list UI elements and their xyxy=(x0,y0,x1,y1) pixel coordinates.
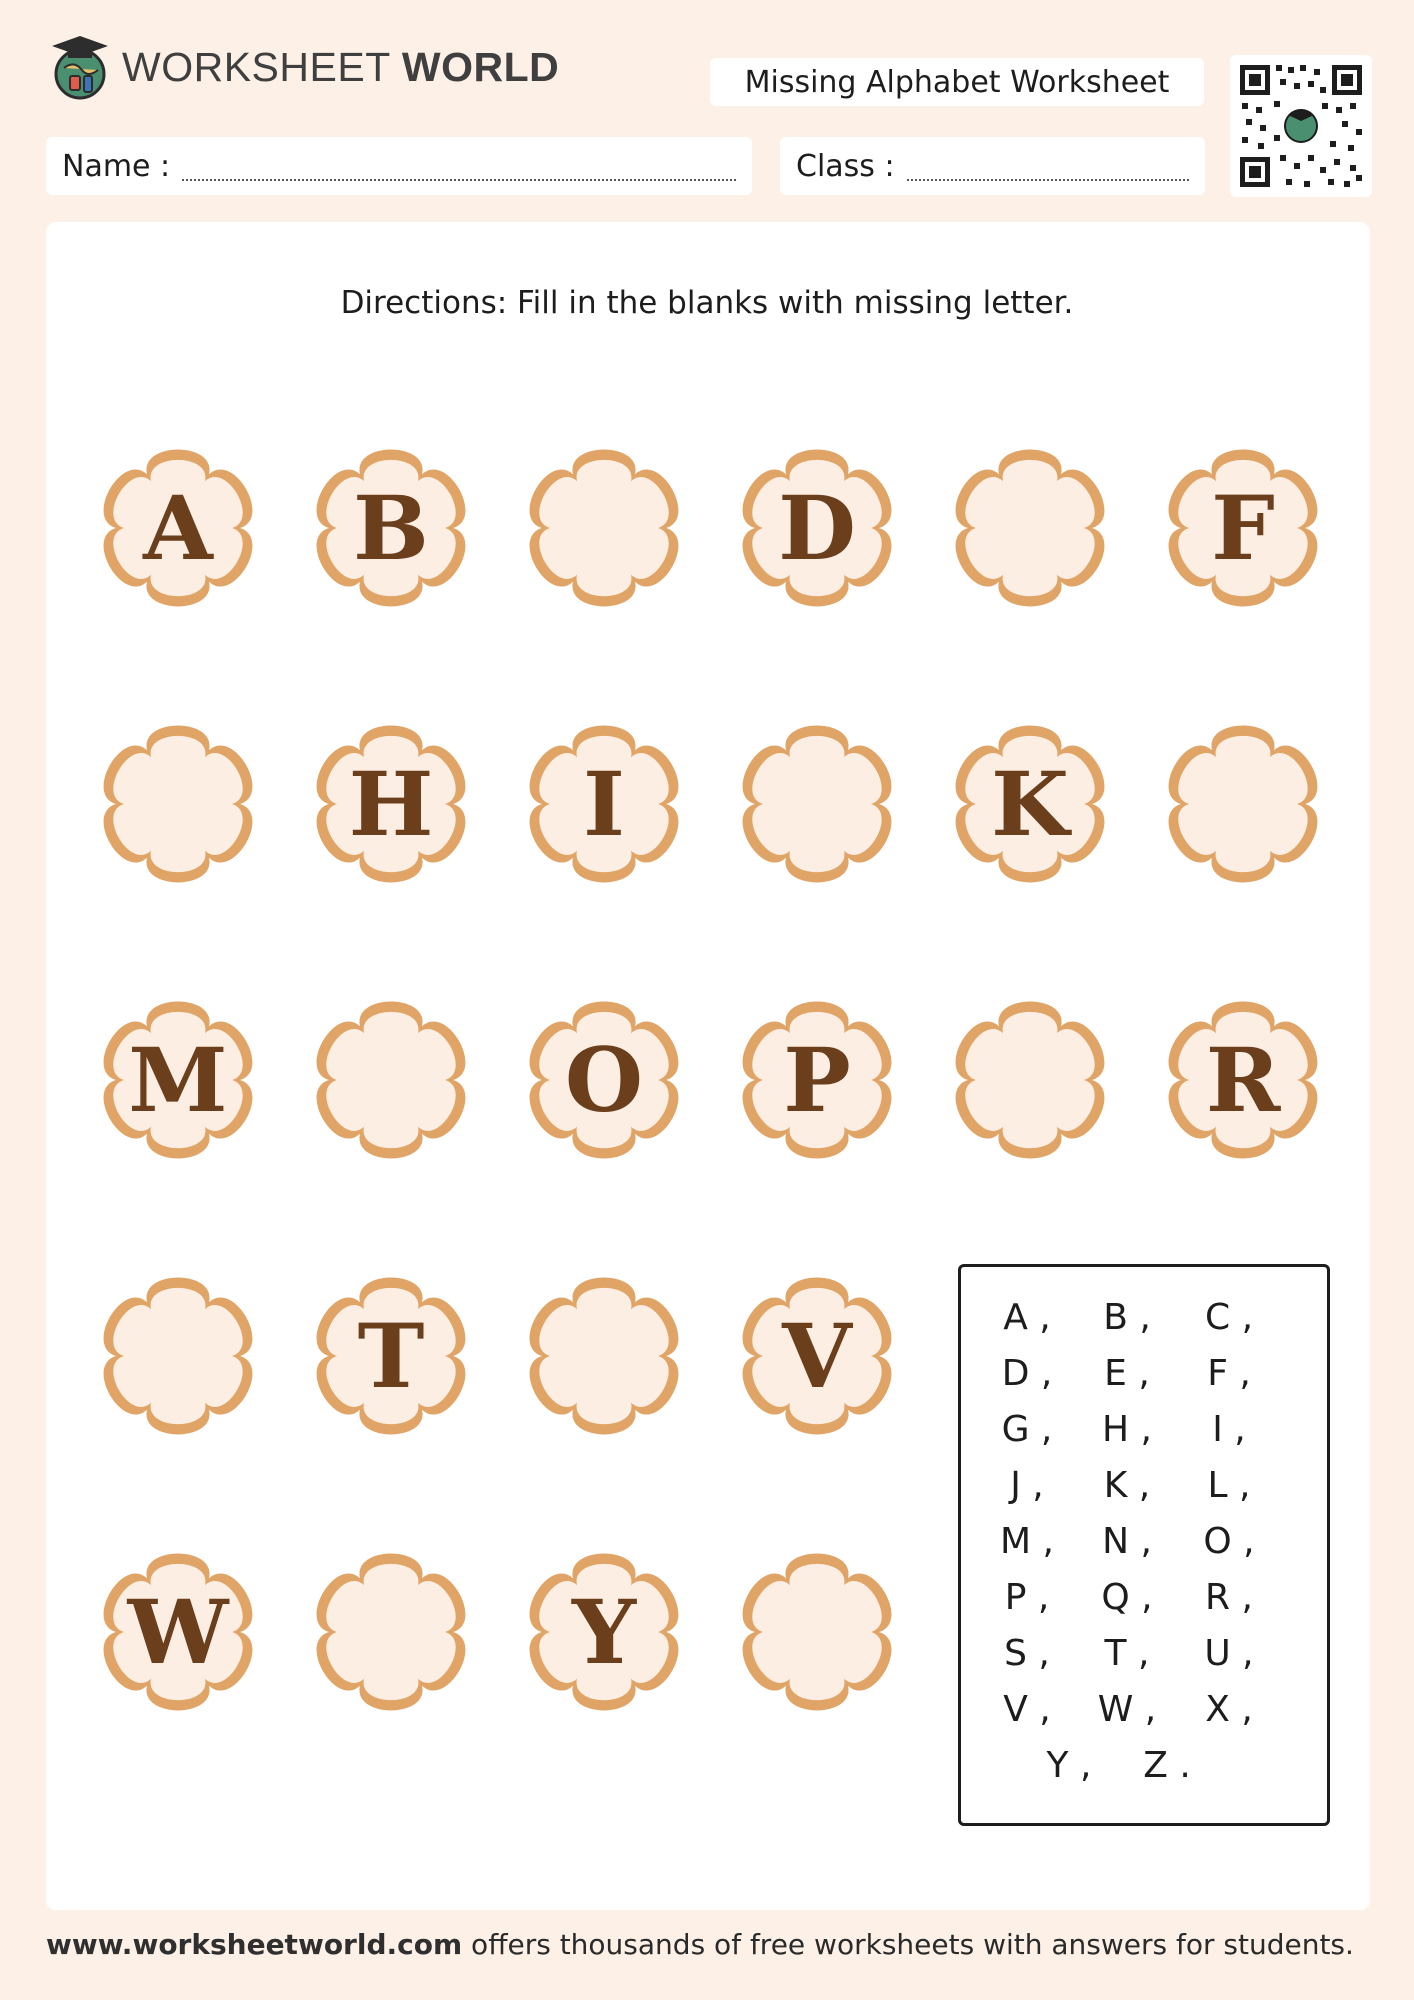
alphabet-item: M , xyxy=(1000,1521,1054,1562)
flower-letter-text xyxy=(299,982,483,1178)
flower-letter-text: P xyxy=(783,1028,851,1132)
flower-letter-text: A xyxy=(143,476,213,580)
alphabet-item: J , xyxy=(1010,1465,1044,1506)
alphabet-row xyxy=(961,1745,1327,1801)
alphabet-row xyxy=(961,1521,1327,1577)
flower-letter-text: M xyxy=(128,1028,228,1132)
alphabet-item: U , xyxy=(1204,1633,1254,1674)
alphabet-item: A , xyxy=(1003,1297,1051,1338)
alphabet-item: R , xyxy=(1205,1577,1253,1618)
footer-tagline: offers thousands of free worksheets with answers for students. xyxy=(462,1928,1354,1961)
flower-letter-text: K xyxy=(990,752,1069,856)
alphabet-item: T , xyxy=(1104,1633,1150,1674)
flower-letter-text xyxy=(1151,706,1335,902)
alphabet-row xyxy=(961,1689,1327,1745)
footer-site: www.worksheetworld.com xyxy=(46,1928,463,1961)
alphabet-item: D , xyxy=(1001,1353,1053,1394)
flower-letter-text: I xyxy=(582,752,625,856)
flower-letter-p xyxy=(727,982,907,1178)
flower-letter-text xyxy=(512,1258,696,1454)
footer-text xyxy=(46,1928,1354,1961)
name-blank-line xyxy=(182,179,736,181)
alphabet-item: Q , xyxy=(1101,1577,1153,1618)
alphabet-item: P , xyxy=(1004,1577,1050,1618)
flower-letter-text xyxy=(299,1534,483,1730)
flower-blank[interactable] xyxy=(1153,706,1333,902)
flower-letter-text: H xyxy=(348,752,434,856)
flower-letter-a xyxy=(88,430,268,626)
alphabet-item: B , xyxy=(1103,1297,1151,1338)
alphabet-item: I , xyxy=(1212,1409,1246,1450)
alphabet-row xyxy=(961,1465,1327,1521)
flower-letter-m xyxy=(88,982,268,1178)
directions-text: Directions: Fill in the blanks with missing letter. xyxy=(340,285,1074,321)
flower-letter-text xyxy=(725,1534,909,1730)
flower-letter-text: B xyxy=(353,476,429,580)
alphabet-item: K , xyxy=(1103,1465,1151,1506)
flower-blank[interactable] xyxy=(88,706,268,902)
flower-blank[interactable] xyxy=(88,1258,268,1454)
alphabet-row xyxy=(961,1297,1327,1353)
class-label: Class : xyxy=(796,148,895,184)
class-field[interactable] xyxy=(780,137,1205,195)
flower-letter-t xyxy=(301,1258,481,1454)
alphabet-item: S , xyxy=(1004,1633,1050,1674)
globe-mascot-icon xyxy=(46,32,114,102)
flower-letter-f xyxy=(1153,430,1333,626)
flower-letter-text: D xyxy=(778,476,856,580)
alphabet-row xyxy=(961,1633,1327,1689)
flower-letter-text xyxy=(938,430,1122,626)
alphabet-item: F , xyxy=(1207,1353,1251,1394)
flower-blank[interactable] xyxy=(940,430,1120,626)
flower-letter-w xyxy=(88,1534,268,1730)
alphabet-item: W , xyxy=(1097,1689,1157,1730)
alphabet-item: H , xyxy=(1102,1409,1152,1450)
name-field[interactable] xyxy=(46,137,752,195)
flower-letter-o xyxy=(514,982,694,1178)
flower-blank[interactable] xyxy=(727,706,907,902)
flower-letter-text: R xyxy=(1205,1028,1281,1132)
flower-blank[interactable] xyxy=(301,982,481,1178)
flower-letter-i xyxy=(514,706,694,902)
flower-letter-text: O xyxy=(564,1028,644,1132)
flower-letter-v xyxy=(727,1258,907,1454)
flower-letter-text: V xyxy=(782,1304,852,1408)
alphabet-item: Z . xyxy=(1143,1745,1191,1786)
alphabet-item: O , xyxy=(1203,1521,1255,1562)
alphabet-item: G , xyxy=(1001,1409,1053,1450)
flower-letter-b xyxy=(301,430,481,626)
flower-blank[interactable] xyxy=(514,1258,694,1454)
flower-blank[interactable] xyxy=(301,1534,481,1730)
alphabet-reference-box xyxy=(958,1264,1330,1826)
alphabet-item: E , xyxy=(1104,1353,1150,1394)
flower-blank[interactable] xyxy=(727,1534,907,1730)
class-blank-line xyxy=(907,179,1189,181)
flower-letter-k xyxy=(940,706,1120,902)
alphabet-item: V , xyxy=(1003,1689,1051,1730)
flower-letter-text: F xyxy=(1211,476,1275,580)
alphabet-row xyxy=(961,1353,1327,1409)
brand-name xyxy=(122,44,559,91)
flower-letter-r xyxy=(1153,982,1333,1178)
flower-letter-text: W xyxy=(127,1580,229,1684)
qr-code xyxy=(1230,55,1372,197)
flower-letter-text xyxy=(512,430,696,626)
flower-letter-d xyxy=(727,430,907,626)
flower-blank[interactable] xyxy=(940,982,1120,1178)
flower-blank[interactable] xyxy=(514,430,694,626)
flower-letter-text: T xyxy=(357,1304,425,1408)
flower-letter-y xyxy=(514,1534,694,1730)
alphabet-item: Y , xyxy=(1046,1745,1092,1786)
alphabet-item: L , xyxy=(1207,1465,1251,1506)
brand-name-bold: WORLD xyxy=(401,43,560,90)
flower-letter-text xyxy=(86,1258,270,1454)
flower-letter-h xyxy=(301,706,481,902)
flower-letter-text xyxy=(938,982,1122,1178)
worksheet-title: Missing Alphabet Worksheet xyxy=(710,58,1204,106)
flower-letter-text xyxy=(86,706,270,902)
brand-logo xyxy=(46,32,559,102)
flower-letter-text xyxy=(725,706,909,902)
alphabet-row xyxy=(961,1409,1327,1465)
alphabet-item: N , xyxy=(1102,1521,1152,1562)
name-label: Name : xyxy=(62,148,171,184)
alphabet-item: X , xyxy=(1205,1689,1253,1730)
flower-letter-text: Y xyxy=(571,1580,637,1684)
alphabet-row xyxy=(961,1577,1327,1633)
alphabet-item: C , xyxy=(1204,1297,1254,1338)
brand-name-light: WORKSHEET xyxy=(122,43,390,90)
